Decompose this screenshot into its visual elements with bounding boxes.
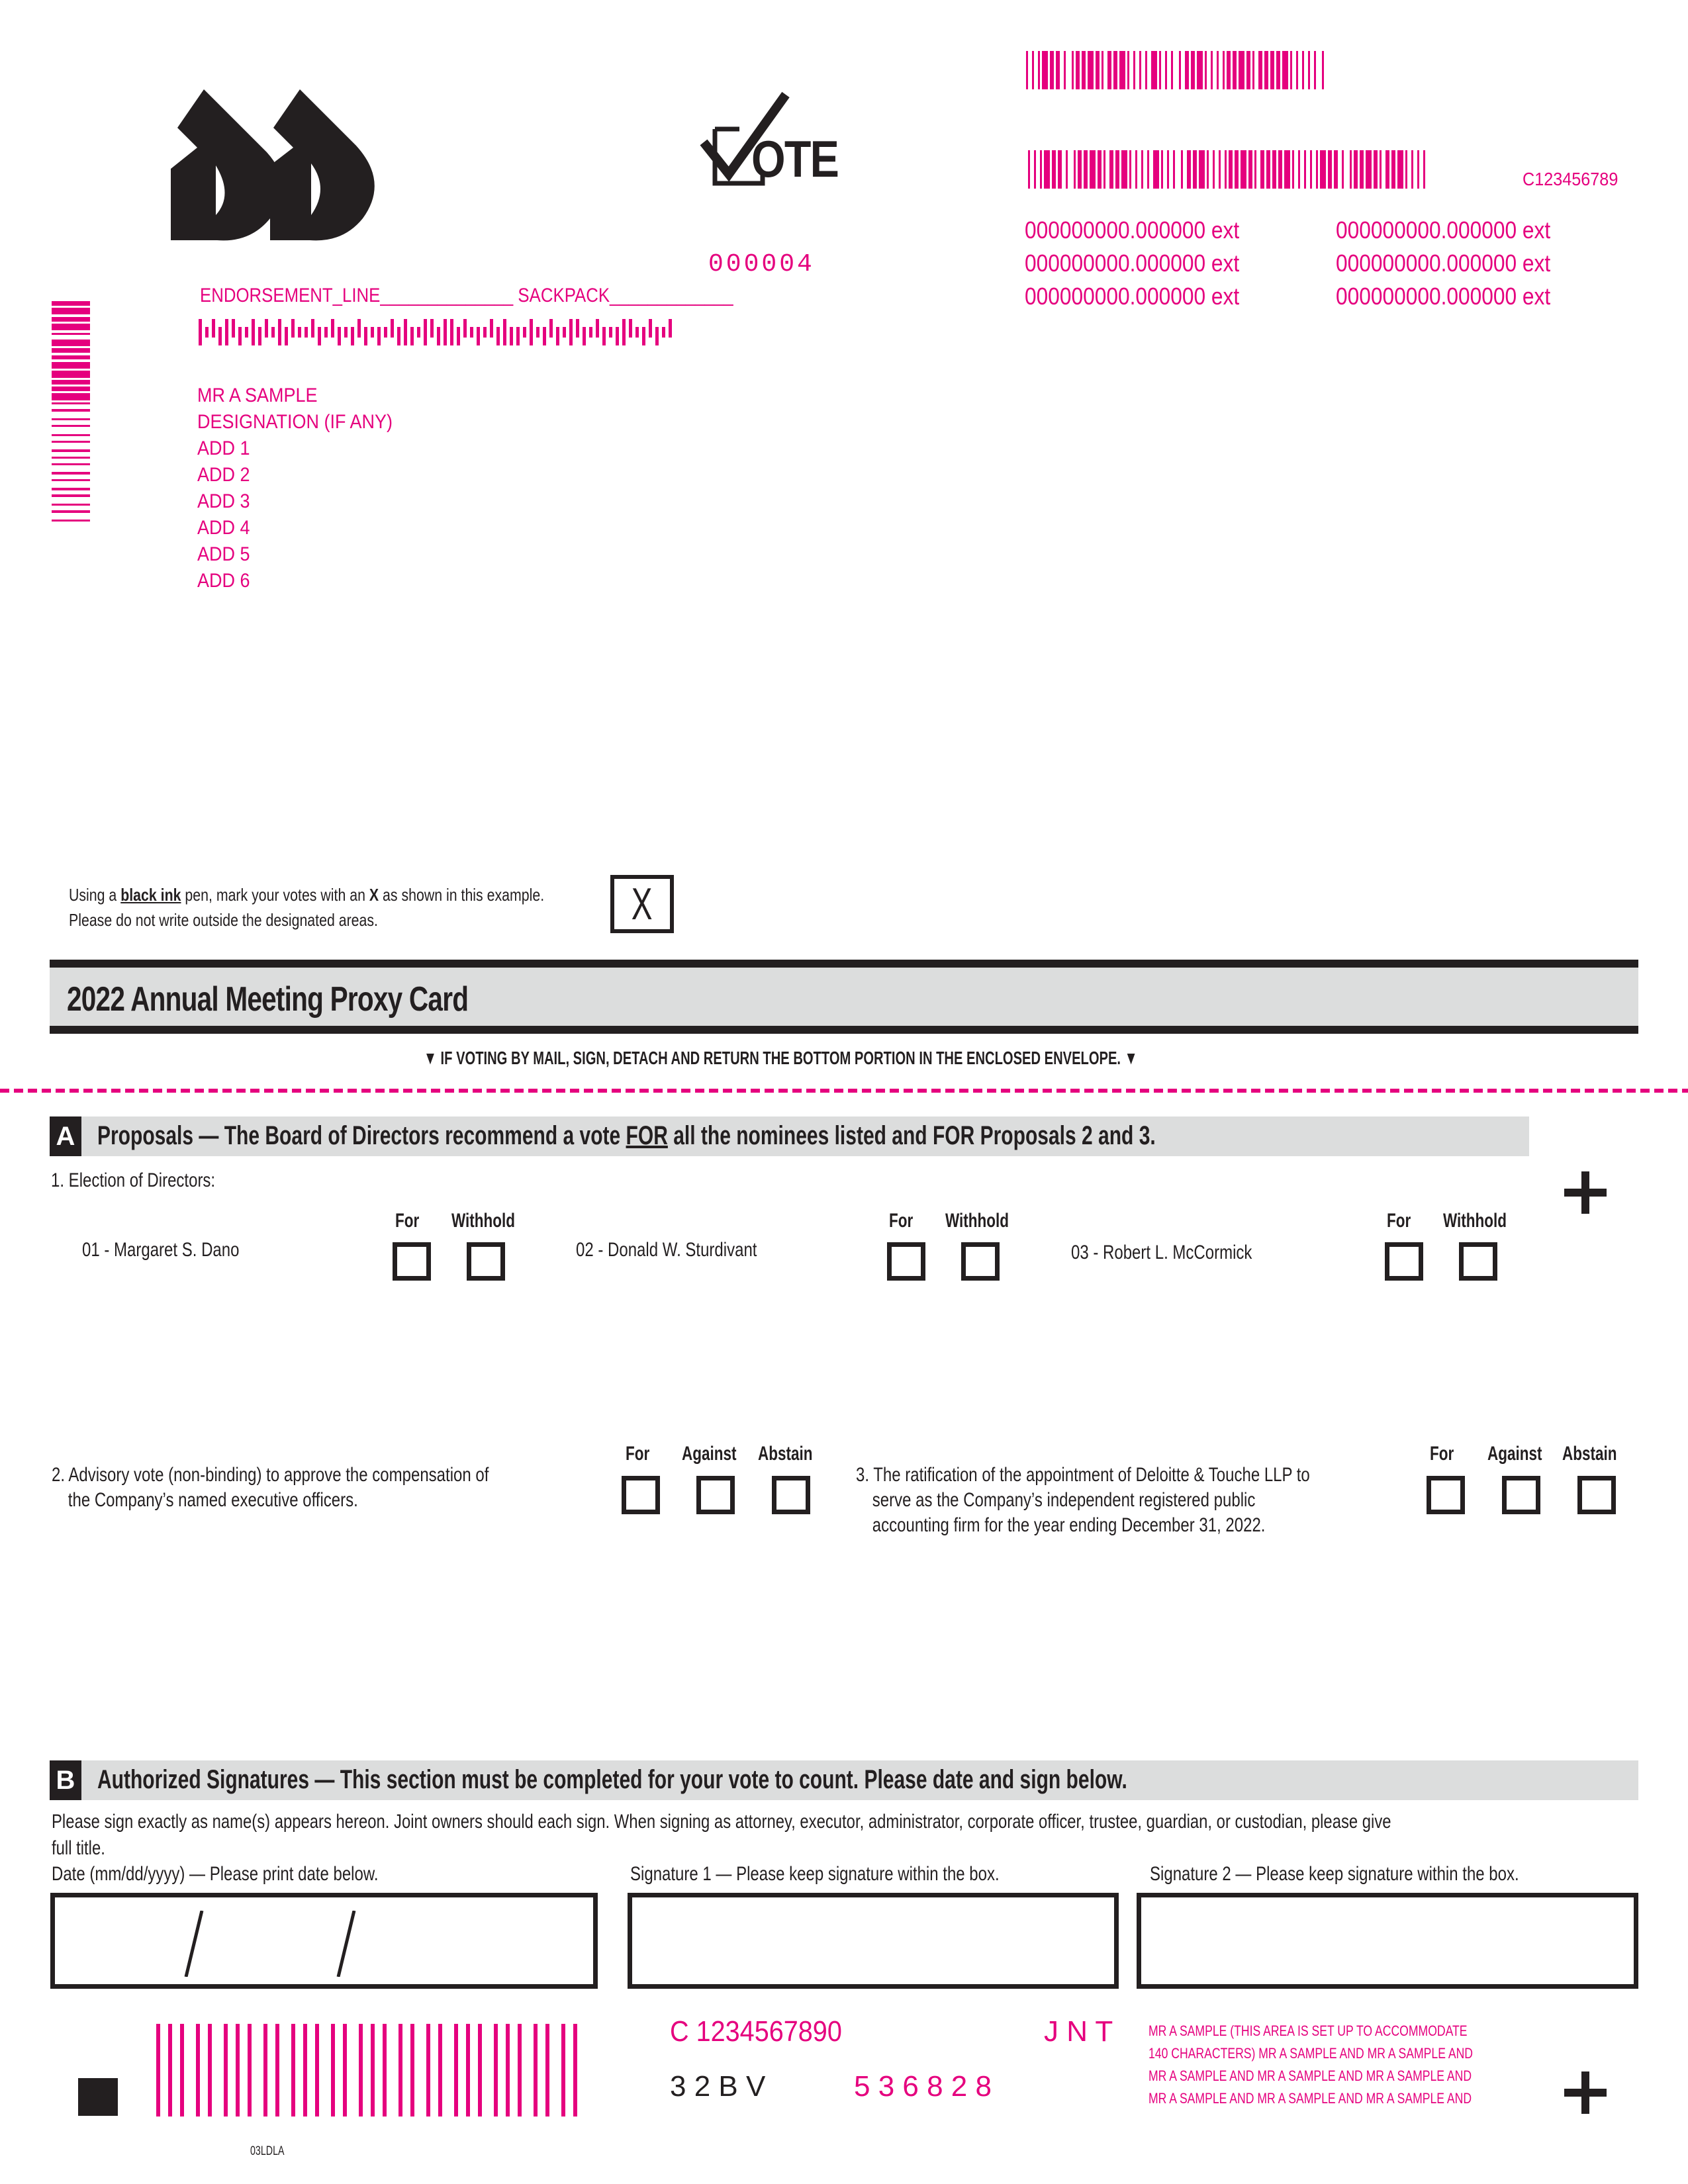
registration-text: MR A SAMPLE (THIS AREA IS SET UP TO ACCOMMODATE 140 CHARACTERS) MR A SAMPLE AND MR A SAMPLE AND MR A SAMPLE AND MR A SAMPLE AND MR A SAMPLE AND MR A SAMPLE AND MR A SAMPLE AND MR A SAMPLE AND	[1149, 2023, 1474, 2107]
director-3-withhold-checkbox[interactable]	[1459, 1242, 1497, 1281]
column-header-abstain: Abstain	[758, 1443, 813, 1465]
signature-1-box[interactable]	[628, 1893, 1119, 1989]
ballot-barcode	[156, 2024, 585, 2116]
director-2-withhold-checkbox[interactable]	[961, 1242, 1000, 1281]
column-header-against: Against	[682, 1443, 737, 1465]
endorsement-line: ENDORSEMENT_LINE______________ SACKPACK_____________	[200, 285, 733, 306]
signature-2-label: Signature 2 — Please keep signature within the box.	[1150, 1863, 1519, 1885]
column-header-for: For	[626, 1443, 650, 1465]
signature-instructions: Please sign exactly as name(s) appears hereon. Joint owners should each sign. When signing as attorney, executor, administrator, corporate officer, trustee, guardian, or custodian, please give full title.	[52, 1811, 1391, 1859]
address-line: MR A SAMPLE	[197, 385, 318, 406]
vote-logo	[698, 89, 857, 189]
postal-barcode	[199, 319, 675, 345]
column-header-against: Against	[1487, 1443, 1542, 1465]
column-header-withhold: Withhold	[945, 1210, 1009, 1232]
proposal-2-abstain-checkbox[interactable]	[772, 1476, 810, 1514]
proposal-1-label: 1. Election of Directors:	[51, 1169, 216, 1191]
date-input-box[interactable]	[50, 1893, 598, 1989]
quote-mark-logo-icon	[171, 89, 376, 242]
footer-number: 5 3 6 8 2 8	[854, 2070, 992, 2103]
director-name: 02 - Donald W. Sturdivant	[576, 1239, 757, 1261]
instructions-line-1: Using a black ink pen, mark your votes with an X as shown in this example.	[69, 885, 545, 905]
date-separator-icon	[333, 1911, 359, 1977]
signature-1-label: Signature 1 — Please keep signature within the box.	[630, 1863, 1000, 1885]
director-name: 01 - Margaret S. Dano	[82, 1239, 240, 1261]
proposal-2-against-checkbox[interactable]	[696, 1476, 735, 1514]
column-header-withhold: Withhold	[451, 1210, 516, 1232]
registration-plus-mark-icon	[1564, 1171, 1607, 1214]
ext-line: 000000000.000000 ext	[1336, 283, 1551, 310]
address-line: ADD 2	[197, 464, 250, 486]
ext-line: 000000000.000000 ext	[1025, 283, 1240, 310]
column-header-for: For	[1430, 1443, 1454, 1465]
address-line: DESIGNATION (IF ANY)	[197, 411, 393, 433]
footer-code: 3 2 B V	[670, 2070, 766, 2103]
ext-lines-right	[1336, 214, 1550, 313]
top-barcode-2	[1028, 150, 1429, 189]
proposal-2-text: 2. Advisory vote (non-binding) to approve the compensation of the Company’s named executive officers.	[52, 1464, 489, 1511]
form-code: 03LDLA	[250, 2144, 285, 2158]
control-number: C 1234567890	[670, 2015, 842, 2048]
instructions-line-2: Please do not write outside the designated areas.	[69, 910, 378, 930]
sequence-number: 000004	[708, 250, 815, 279]
ext-line: 000000000.000000 ext	[1025, 250, 1240, 277]
detach-notice	[424, 1048, 1138, 1069]
date-separator-icon	[181, 1911, 207, 1977]
column-header-abstain: Abstain	[1562, 1443, 1617, 1465]
section-a-title: Proposals — The Board of Directors recommend a vote FOR all the nominees listed and FOR Proposals 2 and 3.	[97, 1121, 1156, 1150]
date-label: Date (mm/dd/yyyy) — Please print date below.	[52, 1863, 379, 1885]
director-1-for-checkbox[interactable]	[393, 1242, 431, 1281]
ext-lines-left	[1025, 214, 1239, 313]
account-code: C123456789	[1523, 169, 1618, 189]
detach-cut-line	[0, 1089, 1688, 1093]
address-line: ADD 5	[197, 543, 250, 565]
example-mark-box	[610, 875, 674, 933]
address-block	[197, 383, 393, 594]
address-line: ADD 1	[197, 437, 250, 459]
section-a-letter: A	[50, 1116, 81, 1156]
down-triangle-icon: ▼	[424, 1048, 437, 1068]
section-b-letter: B	[50, 1760, 81, 1800]
registration-plus-mark-icon	[1564, 2071, 1607, 2114]
director-1-withhold-checbox[interactable]	[467, 1242, 505, 1281]
column-header-for: For	[395, 1210, 420, 1232]
signature-2-box[interactable]	[1137, 1893, 1638, 1989]
marking-instructions	[69, 882, 544, 933]
down-triangle-icon: ▼	[1124, 1048, 1138, 1068]
card-title-bar	[50, 960, 1638, 1034]
card-title: 2022 Annual Meeting Proxy Card	[67, 980, 469, 1019]
ext-line: 000000000.000000 ext	[1025, 216, 1240, 244]
x-mark-icon: X	[632, 879, 653, 929]
proposal-3-against-checkbox[interactable]	[1502, 1476, 1540, 1514]
director-2-for-checkbox[interactable]	[887, 1242, 925, 1281]
proposal-3-for-checkbox[interactable]	[1427, 1476, 1465, 1514]
director-3-for-checkbox[interactable]	[1385, 1242, 1423, 1281]
address-line: ADD 3	[197, 490, 250, 512]
column-header-withhold: Withhold	[1443, 1210, 1507, 1232]
black-ink-emphasis: black ink	[120, 885, 181, 905]
section-b-title: Authorized Signatures — This section must be completed for your vote to count. Please date and sign below.	[97, 1765, 1127, 1794]
section-b-header	[50, 1760, 1638, 1800]
vertical-barcode	[52, 301, 90, 582]
proposal-3-text: 3. The ratification of the appointment of Deloitte & Touche LLP to serve as the Company’s independent registered public accounting firm for the year ending December 31, 2022.	[856, 1464, 1310, 1536]
address-line: ADD 6	[197, 570, 250, 592]
ext-line: 000000000.000000 ext	[1336, 216, 1551, 244]
address-line: ADD 4	[197, 517, 250, 539]
proposal-3-abstain-checkbox[interactable]	[1577, 1476, 1616, 1514]
section-a-header	[50, 1116, 1529, 1156]
top-barcode-1	[1026, 51, 1326, 89]
column-header-for: For	[1387, 1210, 1411, 1232]
column-header-for: For	[889, 1210, 914, 1232]
registration-square	[78, 2078, 118, 2116]
detach-notice-text: IF VOTING BY MAIL, SIGN, DETACH AND RETURN THE BOTTOM PORTION IN THE ENCLOSED ENVELOPE.	[440, 1048, 1121, 1068]
vote-logo-text: OTE	[751, 130, 839, 188]
ext-line: 000000000.000000 ext	[1336, 250, 1551, 277]
proposal-2-for-checkbox[interactable]	[622, 1476, 660, 1514]
account-type: J N T	[1044, 2015, 1113, 2048]
director-name: 03 - Robert L. McCormick	[1071, 1242, 1252, 1263]
